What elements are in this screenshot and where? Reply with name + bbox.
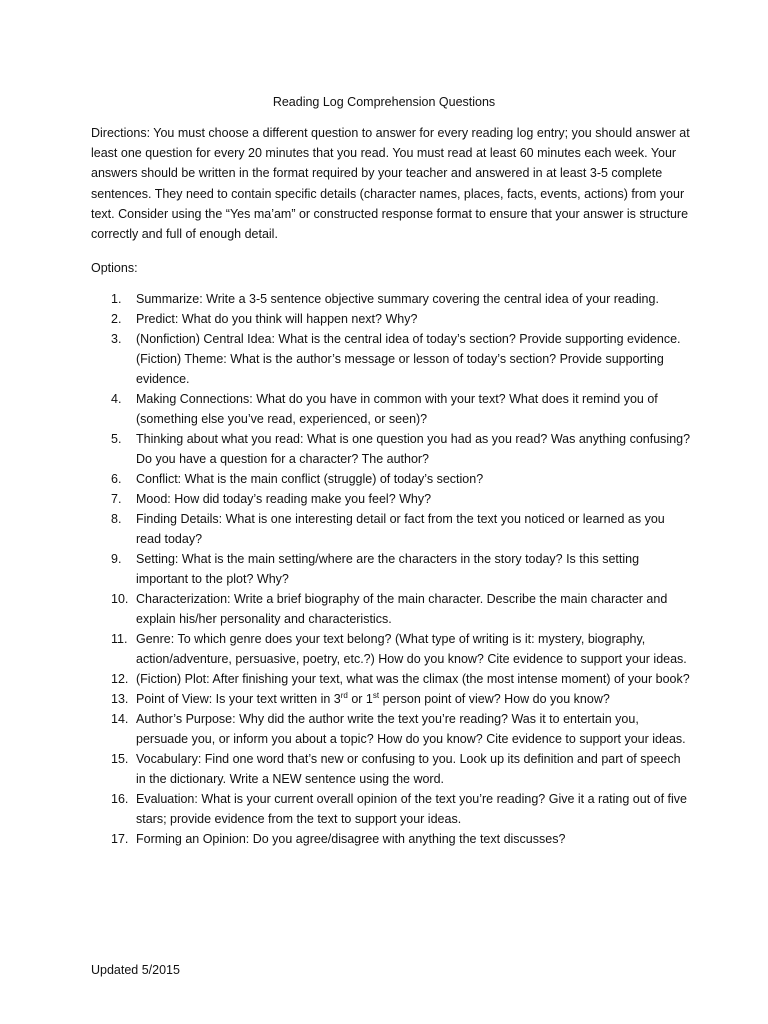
option-number: 17. bbox=[111, 832, 129, 846]
option-text-part: or 1 bbox=[347, 692, 373, 706]
option-number: 11. bbox=[111, 632, 128, 646]
options-label: Options: bbox=[91, 261, 138, 275]
option-item-2 bbox=[91, 309, 691, 329]
option-number: 6. bbox=[111, 472, 122, 486]
option-number: 16. bbox=[111, 792, 129, 806]
option-text: Thinking about what you read: What is one question you had as you read? Was anything confusing? Do you have a question for a character? The author? bbox=[136, 432, 691, 466]
option-number: 3. bbox=[111, 332, 122, 346]
option-number: 7. bbox=[111, 492, 122, 506]
directions-paragraph: Directions: You must choose a different question to answer for every reading log entry; you should answer at least one question for every 20 minutes that you read. You must read at least 60 minutes each week. Your answers should be written in the format required by your teacher and answered in at least 3-5 complete sentences. They need to contain specific details (character names, places, facts, events, actions) from your text. Consider using the “Yes ma’am” or constructed response format to ensure that your answer is structure correctly and full of enough detail. bbox=[91, 126, 690, 242]
option-text-fiction: (Fiction) Theme: What is the author’s message or lesson of today’s section? Provide supporting evidence. bbox=[136, 352, 664, 386]
option-item-12 bbox=[91, 669, 691, 689]
option-item-10 bbox=[91, 589, 691, 629]
option-item-5 bbox=[91, 429, 691, 469]
updated-date: Updated 5/2015 bbox=[91, 963, 180, 977]
option-text: Forming an Opinion: Do you agree/disagree with anything the text discusses? bbox=[136, 832, 566, 846]
option-number: 4. bbox=[111, 392, 122, 406]
option-text-part: Point of View: Is your text written in 3 bbox=[136, 692, 341, 706]
option-item-15 bbox=[91, 749, 691, 789]
option-item-11 bbox=[91, 629, 691, 669]
option-number: 1. bbox=[111, 292, 122, 306]
option-text: Making Connections: What do you have in common with your text? What does it remind you of (something else you’ve read, experienced, or seen)? bbox=[136, 392, 658, 426]
superscript-st: st bbox=[372, 690, 380, 700]
option-item-6 bbox=[91, 469, 691, 489]
option-text bbox=[136, 692, 610, 706]
option-text: Evaluation: What is your current overall opinion of the text you’re reading? Give it a rating out of five stars; provide evidence from the text to support your ideas. bbox=[136, 792, 687, 826]
option-item-14 bbox=[91, 709, 691, 749]
document-title: Reading Log Comprehension Questions bbox=[272, 95, 496, 109]
option-text-nonfiction: (Nonfiction) Central Idea: What is the central idea of today’s section? Provide supporting evidence. bbox=[136, 332, 681, 346]
option-item-7 bbox=[91, 489, 691, 509]
option-item-4 bbox=[91, 389, 691, 429]
option-number: 15. bbox=[111, 752, 129, 766]
option-number: 2. bbox=[111, 312, 122, 326]
options-list bbox=[91, 289, 691, 849]
option-item-9 bbox=[91, 549, 691, 589]
option-text: Genre: To which genre does your text belong? (What type of writing is it: mystery, biography, action/adventure, persuasive, poetry, etc.?) How do you know? Cite evidence to support your ideas. bbox=[136, 632, 687, 666]
option-number: 5. bbox=[111, 432, 122, 446]
option-number: 8. bbox=[111, 512, 122, 526]
option-item-16 bbox=[91, 789, 691, 829]
option-text: (Fiction) Plot: After finishing your text, what was the climax (the most intense moment) of your book? bbox=[136, 672, 690, 686]
option-number: 12. bbox=[111, 672, 129, 686]
option-item-1 bbox=[91, 289, 691, 309]
option-text: Summarize: Write a 3-5 sentence objective summary covering the central idea of your reading. bbox=[136, 292, 659, 306]
option-item-8 bbox=[91, 509, 691, 549]
option-text: Conflict: What is the main conflict (struggle) of today’s section? bbox=[136, 472, 484, 486]
option-text: Predict: What do you think will happen next? Why? bbox=[136, 312, 418, 326]
option-text: Mood: How did today’s reading make you feel? Why? bbox=[136, 492, 432, 506]
option-text-part: person point of view? How do you know? bbox=[379, 692, 610, 706]
option-text: Setting: What is the main setting/where are the characters in the story today? Is this setting important to the plot? Why? bbox=[136, 552, 640, 586]
option-text: Characterization: Write a brief biography of the main character. Describe the main character and explain his/her personality and characteristics. bbox=[136, 592, 668, 626]
option-item-13 bbox=[91, 689, 691, 709]
option-item-3 bbox=[91, 329, 691, 389]
option-number: 10. bbox=[111, 592, 129, 606]
superscript-rd: rd bbox=[340, 690, 348, 700]
option-text: Author’s Purpose: Why did the author write the text you’re reading? Was it to entertain you, persuade you, or inform you about a topic? How do you know? Cite evidence to support your ideas. bbox=[136, 712, 686, 746]
option-number: 14. bbox=[111, 712, 129, 726]
option-text: Vocabulary: Find one word that’s new or confusing to you. Look up its definition and part of speech in the dictionary. Write a NEW sentence using the word. bbox=[136, 752, 681, 786]
option-number: 13. bbox=[111, 692, 129, 706]
option-text: Finding Details: What is one interesting detail or fact from the text you noticed or learned as you read today? bbox=[136, 512, 665, 546]
option-item-17 bbox=[91, 829, 691, 849]
option-number: 9. bbox=[111, 552, 122, 566]
